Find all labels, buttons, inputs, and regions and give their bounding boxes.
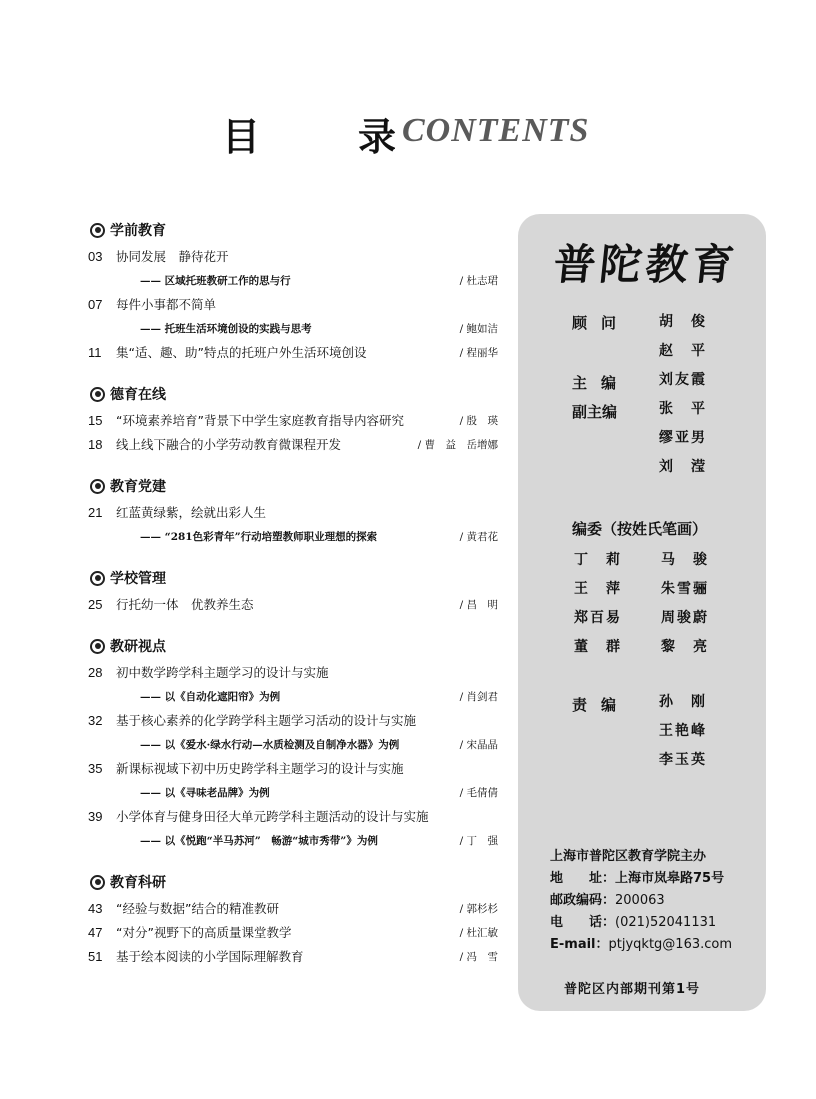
section-header — [88, 566, 498, 590]
section-header — [88, 382, 498, 406]
page-number: 03 — [88, 248, 103, 264]
committee-row — [574, 633, 754, 662]
phone-label: 电 话： — [550, 915, 616, 930]
toc-entry-row — [88, 340, 498, 364]
advisor-names — [659, 308, 707, 366]
article-title: 基于绘本阅读的小学国际理解教育 — [116, 949, 304, 964]
responsible-editor-name: 孙 刚 — [659, 694, 707, 710]
article-subtitle: —— 区域托班教研工作的思与行 — [140, 274, 291, 287]
page-number: 25 — [88, 596, 103, 612]
committee-member: 丁 莉 — [574, 552, 622, 568]
section-title: 教研视点 — [110, 639, 166, 655]
toc-section — [88, 870, 498, 968]
responsible-editor-name: 王艳峰 — [659, 723, 707, 739]
committee-member: 王 萍 — [574, 581, 622, 597]
host-organization: 上海市普陀区教育学院主办 — [550, 849, 707, 864]
article-author: / 宋晶晶 — [459, 738, 498, 751]
page-number: 21 — [88, 504, 103, 520]
page-number: 39 — [88, 808, 103, 824]
page-number: 35 — [88, 760, 103, 776]
title-english: CONTENTS — [402, 112, 590, 149]
committee-title: 编委（按姓氏笔画） — [572, 520, 708, 538]
article-title: 协同发展 静待花开 — [116, 249, 229, 264]
committee-row — [574, 575, 754, 604]
page-number: 18 — [88, 436, 103, 452]
toc-subtitle-row — [88, 684, 498, 708]
article-author: / 曹 益 岳增娜 — [417, 438, 498, 451]
advisor-label: 顾问 — [572, 314, 631, 332]
phone-value: (021)52041131 — [615, 915, 717, 930]
article-title: 线上线下融合的小学劳动教育微课程开发 — [116, 437, 342, 452]
page-number: 28 — [88, 664, 103, 680]
page-number: 32 — [88, 712, 103, 728]
toc-entry-row — [88, 432, 498, 456]
toc-entry-row — [88, 804, 498, 828]
toc-entry-row — [88, 244, 498, 268]
address-value: 上海市岚皋路75号 — [615, 871, 725, 886]
email-label: E-mail： — [550, 937, 609, 952]
page-number: 07 — [88, 296, 103, 312]
article-author: / 昌 明 — [459, 598, 498, 611]
section-title: 学校管理 — [110, 571, 166, 587]
article-author: / 肖剑君 — [459, 690, 498, 703]
section-title: 德育在线 — [110, 387, 166, 403]
bullet-circle-icon — [90, 571, 105, 586]
postcode-line — [550, 890, 732, 912]
bullet-circle-icon — [90, 479, 105, 494]
article-author: / 杜志珺 — [459, 274, 498, 287]
committee-member: 马 骏 — [661, 552, 709, 568]
article-author: / 殷 瑛 — [459, 414, 498, 427]
toc-entry-row — [88, 896, 498, 920]
address-label: 地 址： — [550, 871, 616, 886]
bullet-circle-icon — [90, 875, 105, 890]
article-author: / 黄君花 — [459, 530, 498, 543]
page-number: 51 — [88, 948, 103, 964]
article-title: “环境素养培育”背景下中学生家庭教育指导内容研究 — [116, 413, 404, 428]
toc-subtitle-row — [88, 732, 498, 756]
deputy-editor-label: 副主编 — [572, 403, 618, 421]
article-title: 红蓝黄绿紫，绘就出彩人生 — [116, 505, 267, 520]
postcode-label: 邮政编码： — [550, 893, 616, 908]
editor-name-block — [659, 366, 707, 395]
section-header — [88, 870, 498, 894]
toc-entry-row — [88, 500, 498, 524]
article-author: / 丁 强 — [459, 834, 498, 847]
address-line — [550, 868, 732, 890]
section-title: 教育科研 — [110, 875, 166, 891]
advisor-name: 胡 俊 — [659, 314, 707, 330]
page-header — [0, 100, 816, 160]
toc-subtitle-row — [88, 316, 498, 340]
committee-member: 黎 亮 — [661, 639, 709, 655]
article-author: / 鲍如洁 — [459, 322, 498, 335]
article-subtitle: —— 托班生活环境创设的实践与思考 — [140, 322, 312, 335]
responsible-editor-label: 责编 — [572, 696, 631, 714]
article-subtitle: —— “281色彩青年”行动培塑教师职业理想的探索 — [140, 530, 378, 543]
article-subtitle: —— 以《自动化遮阳帘》为例 — [140, 690, 281, 703]
toc-section — [88, 382, 498, 456]
article-subtitle: —— 以《爱水·绿水行动—水质检测及自制净水器》为例 — [140, 738, 400, 751]
section-header — [88, 474, 498, 498]
committee-member: 朱雪骊 — [661, 581, 709, 597]
responsible-editor-name: 李玉英 — [659, 752, 707, 768]
article-author: / 冯 雪 — [459, 950, 498, 963]
toc-section — [88, 218, 498, 364]
committee-list — [574, 546, 754, 662]
committee-row — [574, 546, 754, 575]
toc-subtitle-row — [88, 524, 498, 548]
article-author: / 程丽华 — [459, 346, 498, 359]
toc-section — [88, 474, 498, 548]
article-title: 每件小事都不简单 — [116, 297, 217, 312]
article-title: “对分”视野下的高质量课堂教学 — [116, 925, 292, 940]
article-title: “经验与数据”结合的精准教研 — [116, 901, 279, 916]
editor-label: 主编 — [572, 374, 631, 392]
deputy-editor-name: 刘 滢 — [659, 459, 707, 475]
page-number: 15 — [88, 412, 103, 428]
bullet-circle-icon — [90, 223, 105, 238]
bullet-circle-icon — [90, 387, 105, 402]
section-header — [88, 634, 498, 658]
postcode-value: 200063 — [615, 893, 665, 908]
phone-line — [550, 912, 732, 934]
journal-logo: 普陀教育 — [551, 240, 741, 289]
responsible-editor-names — [659, 688, 707, 775]
deputy-editor-name: 张 平 — [659, 401, 707, 417]
title-chinese: 目 录 — [222, 114, 427, 159]
section-header — [88, 218, 498, 242]
email-value: ptjyqktg@163.com — [608, 937, 733, 952]
committee-member: 董 群 — [574, 639, 622, 655]
toc-entry-row — [88, 756, 498, 780]
article-title: 基于核心素养的化学跨学科主题学习活动的设计与实施 — [116, 713, 417, 728]
article-title: 初中数学跨学科主题学习的设计与实施 — [116, 665, 329, 680]
deputy-editor-names — [659, 395, 707, 482]
page-number: 43 — [88, 900, 103, 916]
article-author: / 杜汇敏 — [459, 926, 498, 939]
toc-subtitle-row — [88, 780, 498, 804]
masthead-panel — [518, 214, 766, 1011]
article-author: / 郭杉杉 — [459, 902, 498, 915]
table-of-contents — [88, 218, 498, 986]
email-line — [550, 934, 732, 956]
editor-name: 刘友霞 — [659, 372, 707, 388]
toc-section — [88, 634, 498, 852]
toc-entry-row — [88, 660, 498, 684]
article-title: 行托幼一体 优教养生态 — [116, 597, 254, 612]
committee-member: 郑百易 — [574, 610, 622, 626]
toc-entry-row — [88, 408, 498, 432]
page-number: 47 — [88, 924, 103, 940]
article-title: 小学体育与健身田径大单元跨学科主题活动的设计与实施 — [116, 809, 429, 824]
committee-row — [574, 604, 754, 633]
toc-subtitle-row — [88, 268, 498, 292]
article-author: / 毛倩倩 — [459, 786, 498, 799]
toc-entry-row — [88, 708, 498, 732]
contact-info — [550, 846, 732, 956]
article-title: 集“适、趣、助”特点的托班户外生活环境创设 — [116, 345, 367, 360]
section-title: 学前教育 — [110, 223, 166, 239]
article-subtitle: —— 以《寻味老品牌》为例 — [140, 786, 270, 799]
article-title: 新课标视域下初中历史跨学科主题学习的设计与实施 — [116, 761, 404, 776]
toc-entry-row — [88, 592, 498, 616]
committee-member: 周骏蔚 — [661, 610, 709, 626]
advisor-name: 赵 平 — [659, 343, 707, 359]
publication-note: 普陀区内部期刊第1号 — [564, 982, 701, 997]
section-title: 教育党建 — [110, 479, 166, 495]
toc-section — [88, 566, 498, 616]
toc-entry-row — [88, 920, 498, 944]
article-subtitle: —— 以《悦跑“半马苏河” 畅游“城市秀带”》为例 — [140, 834, 378, 847]
toc-entry-row — [88, 944, 498, 968]
toc-entry-row — [88, 292, 498, 316]
toc-subtitle-row — [88, 828, 498, 852]
bullet-circle-icon — [90, 639, 105, 654]
deputy-editor-name: 缪亚男 — [659, 430, 707, 446]
page-number: 11 — [88, 344, 102, 360]
